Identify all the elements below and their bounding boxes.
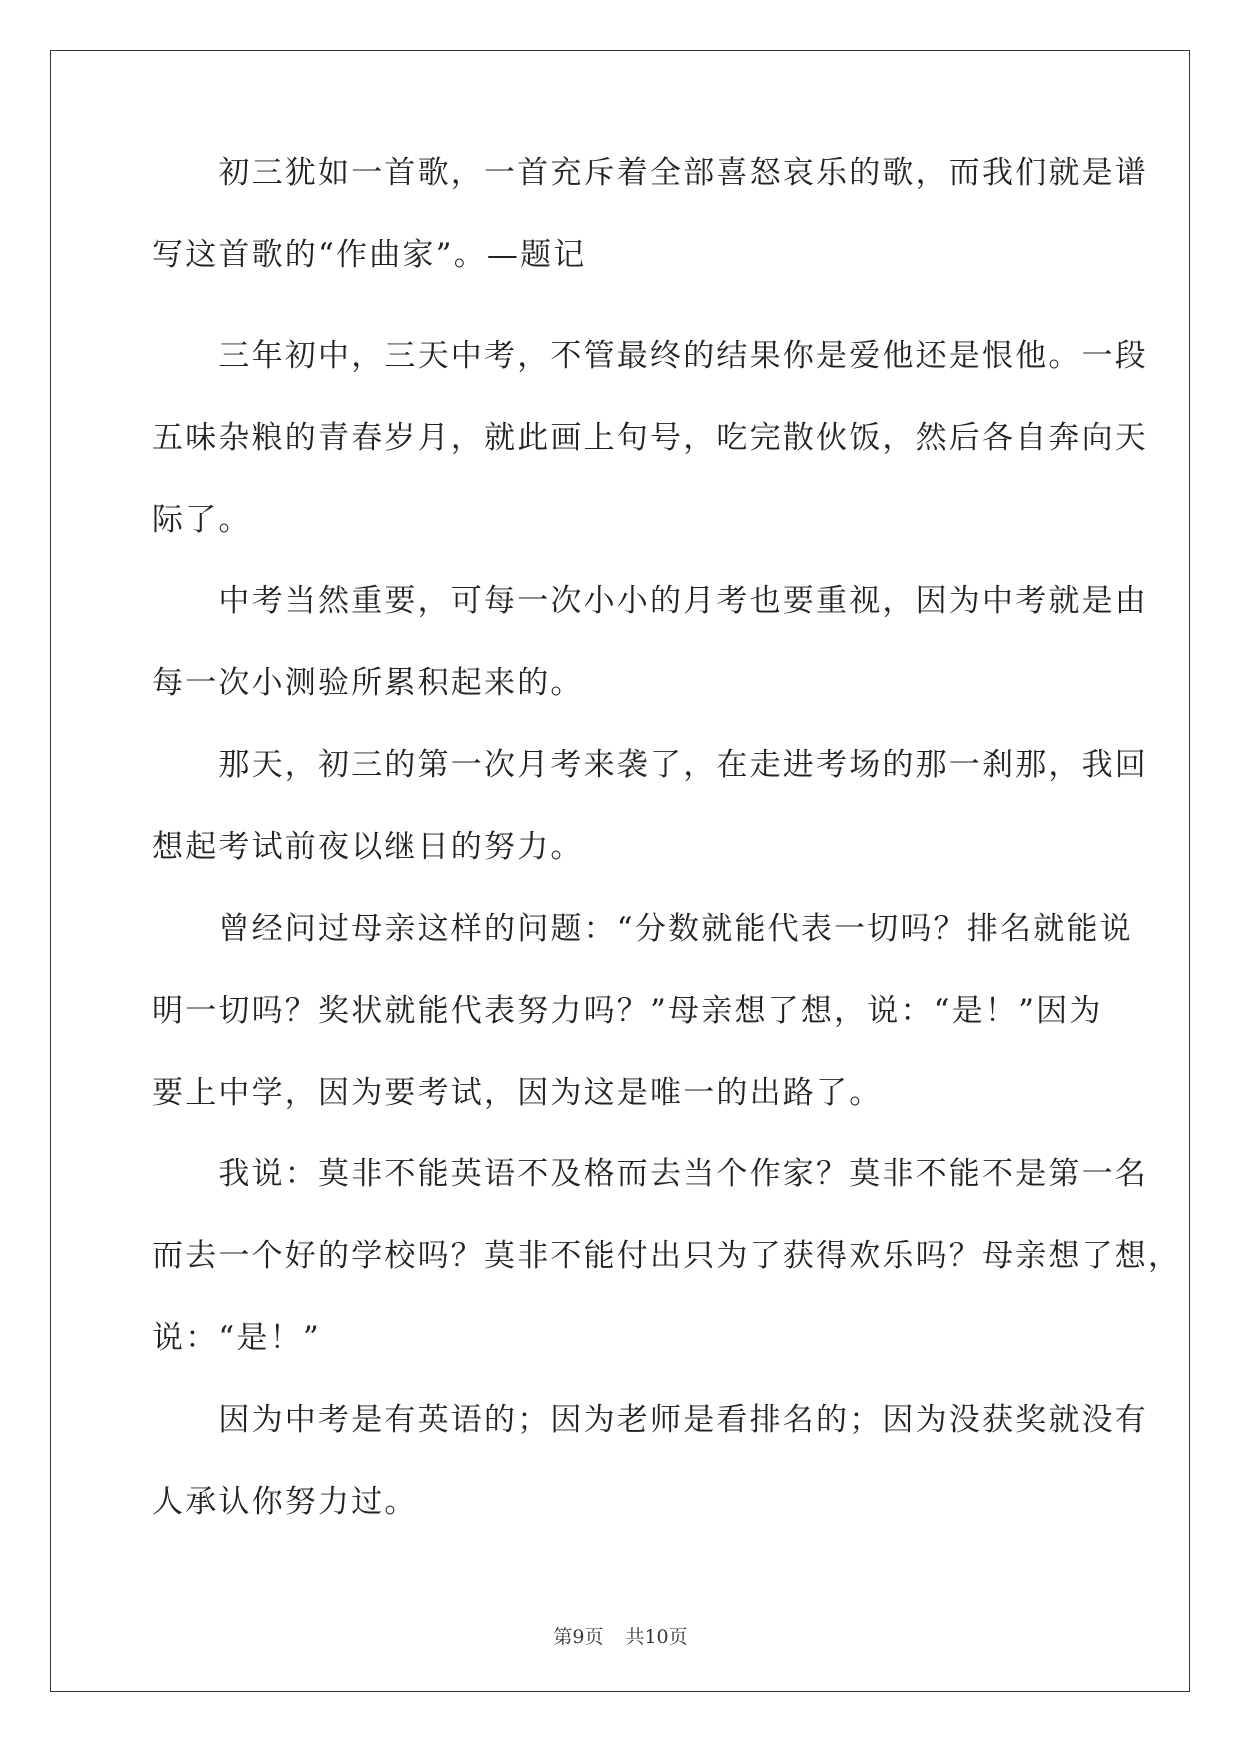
text-line: 初三犹如一首歌，一首充斥着全部喜怒哀乐的歌，而我们就是谱 <box>152 155 1148 191</box>
text-line: 我说：莫非不能英语不及格而去当个作家？莫非不能不是第一名 <box>152 1156 1148 1192</box>
text-line: 而去一个好的学校吗？莫非不能付出只为了获得欢乐吗？母亲想了想， <box>152 1238 1182 1274</box>
page-total: 共10页 <box>625 1626 688 1648</box>
text-line: 五味杂粮的青春岁月，就此画上句号，吃完散伙饭，然后各自奔向天 <box>152 420 1148 456</box>
text-line: 人承认你努力过。 <box>152 1484 418 1520</box>
text-line: 写这首歌的“作曲家”。—题记 <box>152 237 587 273</box>
text-line: 明一切吗？奖状就能代表努力吗？”母亲想了想，说：“是！”因为 <box>152 993 1103 1029</box>
text-line: 曾经问过母亲这样的问题：“分数就能代表一切吗？排名就能说 <box>152 911 1133 947</box>
text-line: 说：“是！” <box>152 1320 321 1356</box>
text-line: 每一次小测验所累积起来的。 <box>152 665 584 701</box>
text-line: 三年初中，三天中考，不管最终的结果你是爱他还是恨他。一段 <box>152 338 1148 374</box>
page-footer <box>0 1622 1241 1649</box>
page-border <box>50 50 1190 1692</box>
text-line: 际了。 <box>152 502 252 538</box>
text-line: 那天，初三的第一次月考来袭了，在走进考场的那一刹那，我回 <box>152 747 1148 783</box>
page-number: 第9页 <box>553 1626 604 1648</box>
text-line: 因为中考是有英语的；因为老师是看排名的；因为没获奖就没有 <box>152 1402 1148 1438</box>
text-line: 中考当然重要，可每一次小小的月考也要重视，因为中考就是由 <box>152 583 1148 619</box>
text-line: 要上中学，因为要考试，因为这是唯一的出路了。 <box>152 1075 883 1111</box>
text-line: 想起考试前夜以继日的努力。 <box>152 829 584 865</box>
